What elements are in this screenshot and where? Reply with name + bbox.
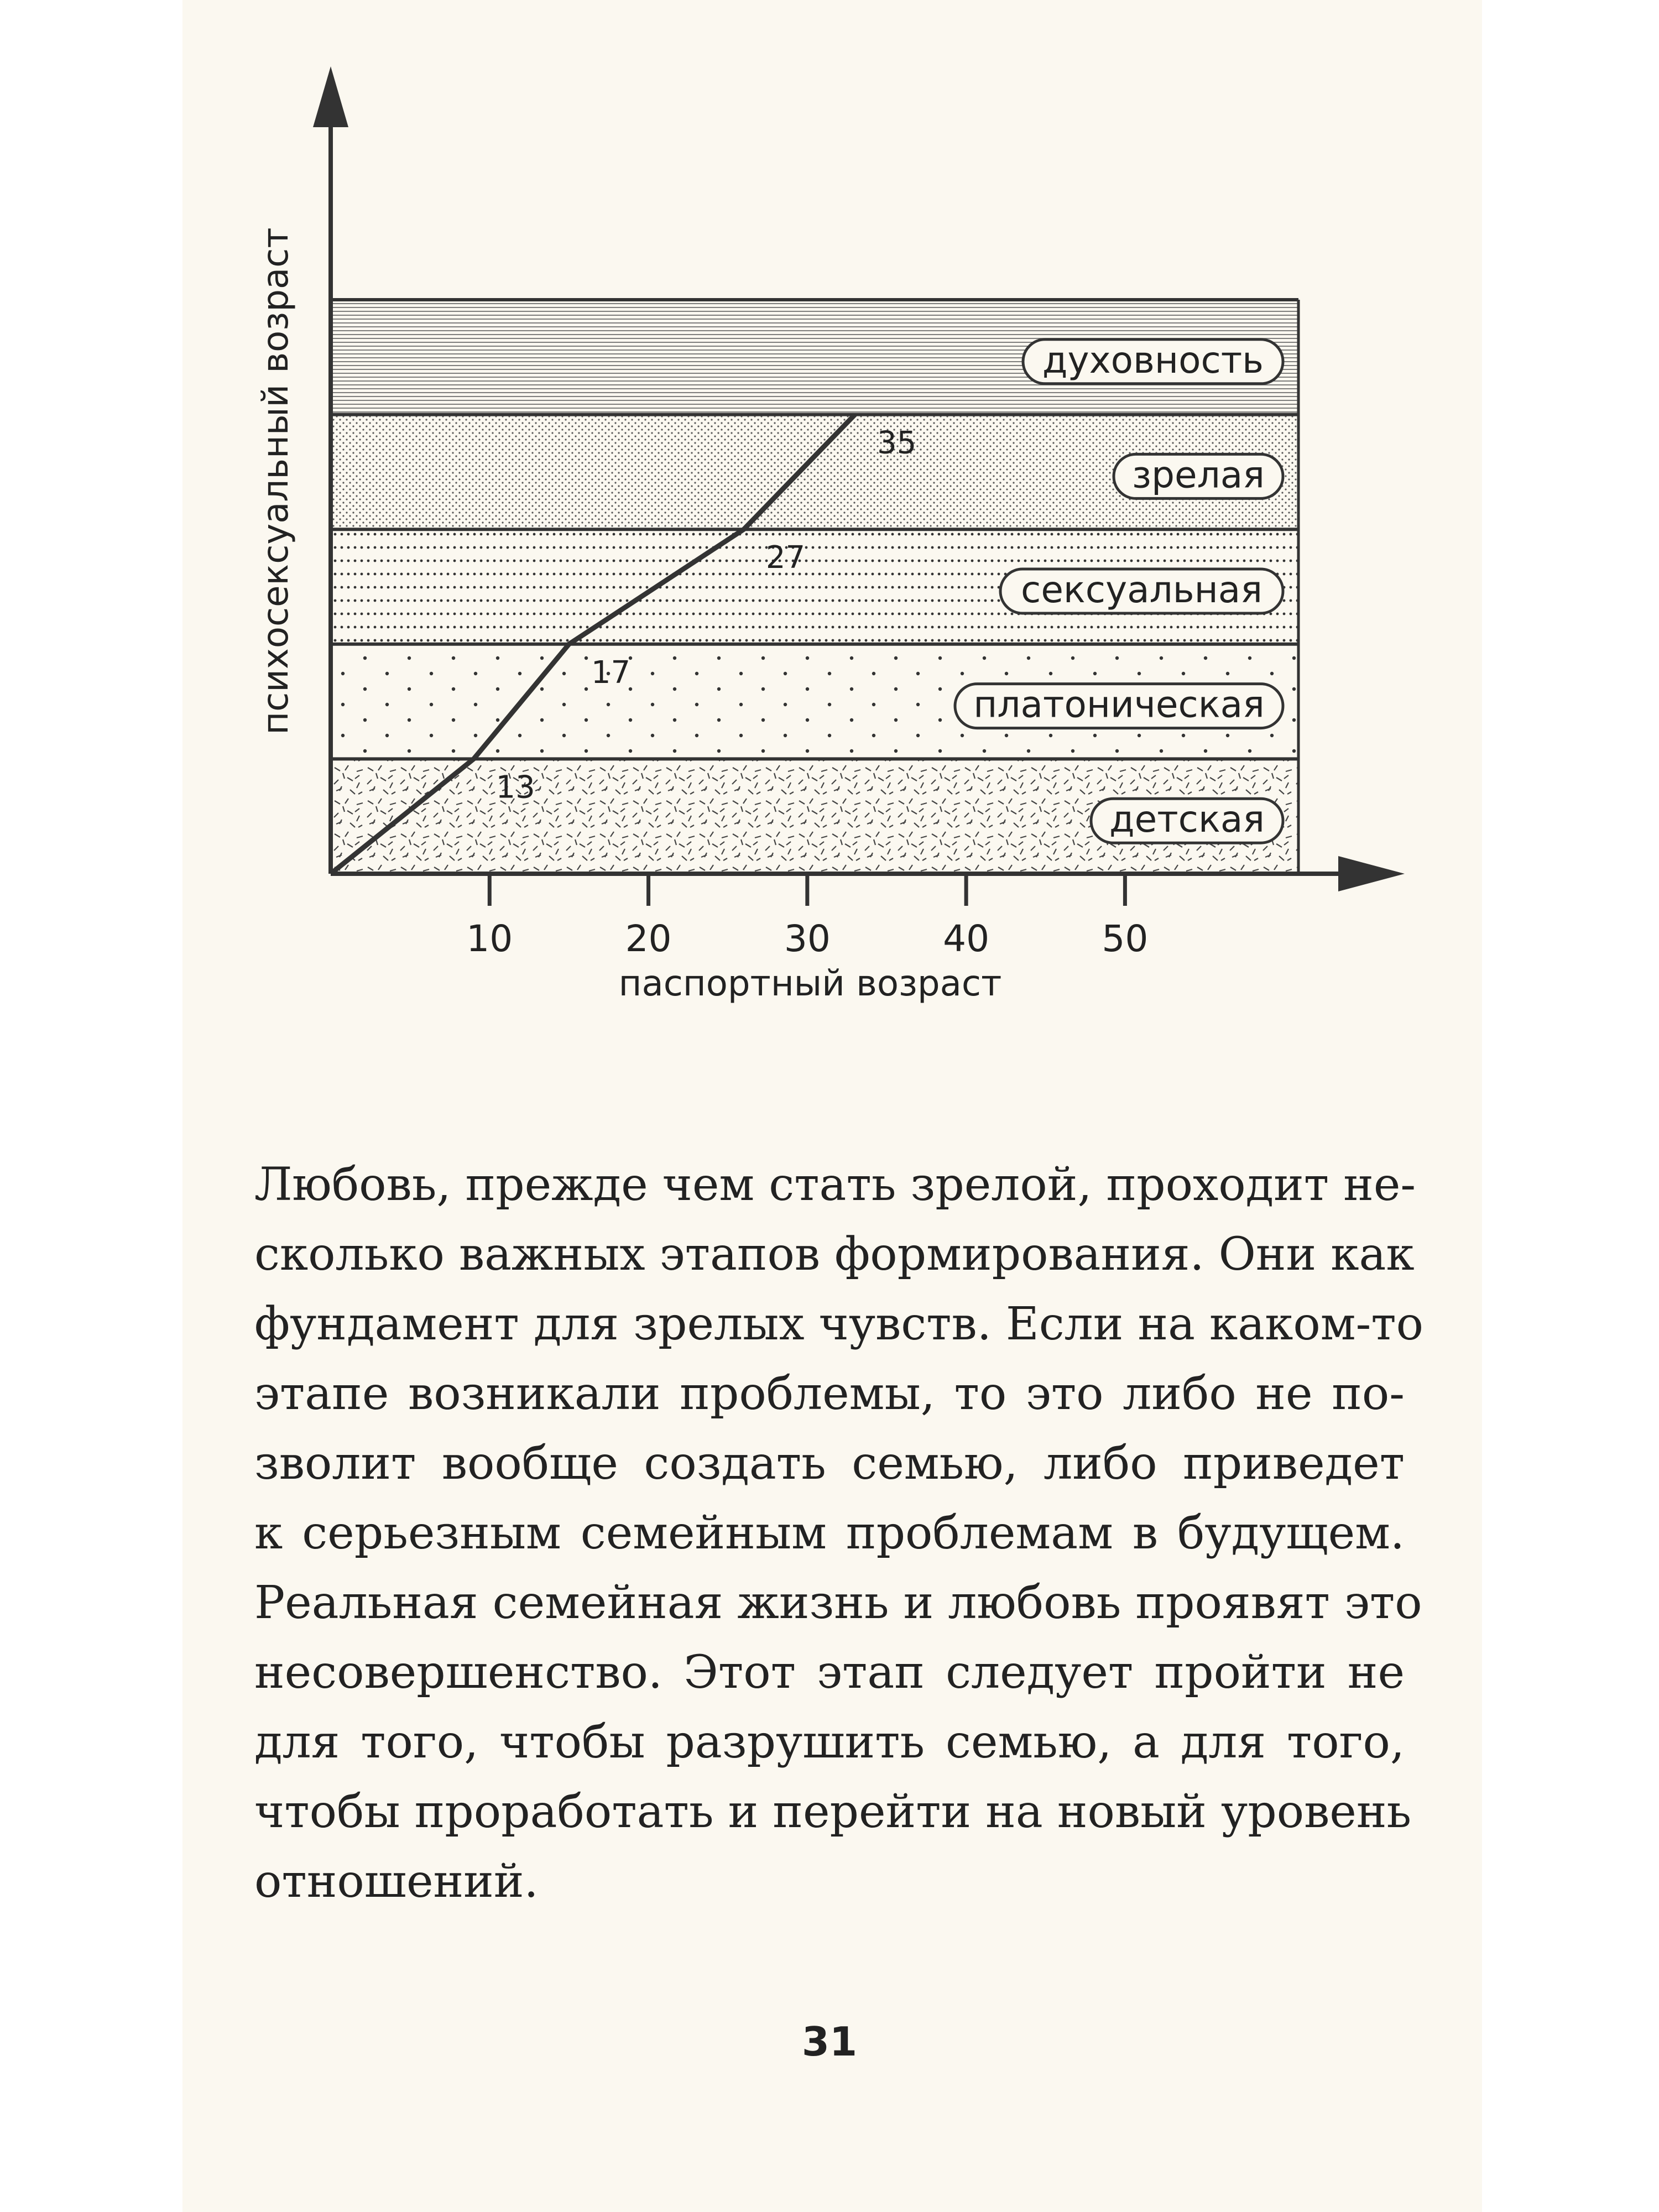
series-point bbox=[473, 758, 475, 760]
age-chart bbox=[0, 0, 1659, 1051]
point-label: 27 bbox=[765, 540, 806, 576]
text-line: сколько важных этапов формирования. Они как bbox=[254, 1228, 1415, 1281]
band-label: сексуальная bbox=[1021, 568, 1262, 611]
y-axis-arrow bbox=[313, 66, 348, 127]
x-axis-title: паспортный возраст bbox=[618, 963, 1002, 1004]
text-line: этапе возникали проблемы, то это либо не по- bbox=[254, 1368, 1405, 1420]
x-tick-label: 20 bbox=[625, 917, 672, 960]
text-line: Любовь, прежде чем стать зрелой, проходит не- bbox=[254, 1159, 1416, 1211]
point-label: 35 bbox=[877, 425, 917, 461]
series-point bbox=[743, 528, 745, 530]
band-label: духовность bbox=[1042, 338, 1264, 382]
point-label: 13 bbox=[495, 769, 535, 806]
band-label: зрелая bbox=[1132, 453, 1265, 497]
y-axis-title: психосексуальный возраст bbox=[255, 227, 296, 735]
text-line: Реальная семейная жизнь и любовь проявят это bbox=[254, 1577, 1422, 1629]
point-label: 17 bbox=[591, 654, 631, 691]
series-point bbox=[568, 643, 570, 645]
text-line: несовершенство. Этот этап следует пройти не bbox=[254, 1646, 1405, 1699]
series-point bbox=[854, 414, 856, 416]
band-label: платоническая bbox=[973, 683, 1265, 726]
x-tick-label: 50 bbox=[1102, 917, 1149, 960]
text-line: чтобы проработать и перейти на новый уровень bbox=[254, 1786, 1412, 1838]
text-line: к серьезным семейным проблемам в будущем. bbox=[254, 1507, 1405, 1559]
band-label: детская bbox=[1109, 798, 1265, 841]
x-tick-label: 40 bbox=[943, 917, 990, 960]
x-tick-label: 10 bbox=[466, 917, 513, 960]
text-line: зволит вообще создать семью, либо приведет bbox=[254, 1437, 1405, 1490]
text-line: фундамент для зрелых чувств. Если на каком-то bbox=[254, 1298, 1424, 1350]
text-line: для того, чтобы разрушить семью, а для того, bbox=[254, 1716, 1405, 1768]
page-number: 31 bbox=[801, 2018, 858, 2065]
age-chart-figure bbox=[0, 0, 1659, 1051]
body-paragraph bbox=[254, 1150, 1424, 1917]
x-axis-arrow bbox=[1338, 856, 1405, 891]
text-line: отношений. bbox=[254, 1855, 539, 1908]
x-tick-label: 30 bbox=[784, 917, 831, 960]
